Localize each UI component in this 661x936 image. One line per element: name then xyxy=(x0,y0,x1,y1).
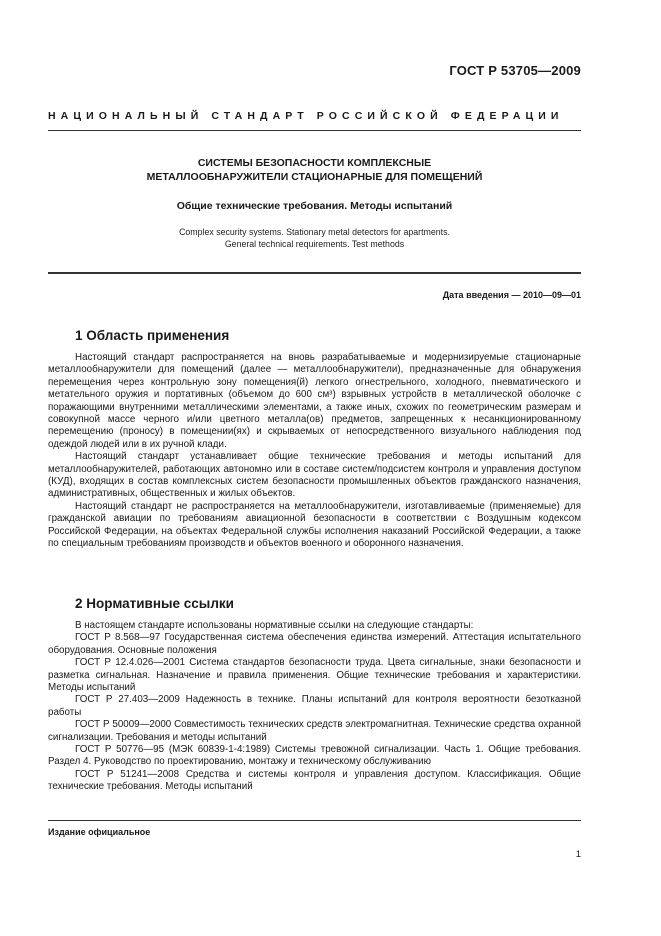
title-divider xyxy=(48,272,581,274)
section-1-paragraph: Настоящий стандарт распространяется на вновь разрабатываемые и модернизируемые стационарные металлообнаружители для помещений (далее — металлообнаружители), предназначенные для обнаружения перемещения через контрольную зону помещения(й) легкого огнестрельного, холодного, пневматического и метательного оружия и портативных (объемом до 600 см³) взрывных устройств в металлической оболочке с поражающими внутренними металлическими элементами, а также иных, схожих по геометрическим размерам и совокупной массе черного и/или цветного металла(ов) предметов, запрещенных к несанкционированному перемещению (проносу) в помещении(ях) и скрываемых от непосредственного визуального наблюдения под одеждой людей или в их ручной клади. xyxy=(48,352,581,450)
reference-paragraph: В настоящем стандарте использованы нормативные ссылки на следующие стандарты: xyxy=(75,620,474,631)
english-title-line-2: General technical requirements. Test methods xyxy=(224,239,405,249)
section-1-paragraph: Настоящий стандарт не распространяется на металлообнаружители, изготавливаемые (применяемые) для гражданской авиации по требованиям авиационной безопасности в соответствии с Воздушным кодексом Российской Федерации, на объектах Федеральной службы исполнения наказаний Российской Федерации, а также по специальным требованиям производств и объектов военного и оборонного назначения. xyxy=(48,500,581,550)
reference-item: ГОСТ Р 51241—2008 Средства и системы контроля и управления доступом. Классификация. Общие технические требования. Методы испытаний xyxy=(48,768,581,793)
page-number: 1 xyxy=(575,849,581,860)
introduction-date: Дата введения — 2010—09—01 xyxy=(442,290,581,300)
title-line-1: СИСТЕМЫ БЕЗОПАСНОСТИ КОМПЛЕКСНЫЕ xyxy=(197,157,432,169)
section-1-paragraph: Настоящий стандарт устанавливает общие технические требования и методы испытаний для металлообнаружителей, работающих автономно или в составе систем/подсистем контроля и управления доступом (КУД), входящих в состав комплексных систем безопасности промышленных объектов гражданского назначения, административных, общественных и жилых объектов. xyxy=(48,451,581,500)
title-line-2: МЕТАЛЛООБНАРУЖИТЕЛИ СТАЦИОНАРНЫЕ ДЛЯ ПОМЕЩЕНИЙ xyxy=(146,171,483,183)
footer-divider xyxy=(48,820,581,821)
national-standard-header: НАЦИОНАЛЬНЫЙ СТАНДАРТ РОССИЙСКОЙ ФЕДЕРАЦИИ xyxy=(48,110,564,122)
section-2-body xyxy=(48,620,581,794)
reference-item: ГОСТ Р 12.4.026—2001 Система стандартов безопасности труда. Цвета сигнальные, знаки безопасности и разметка сигнальная. Назначение и правила применения. Общие технические требования и характеристики. Методы испытаний xyxy=(48,657,581,694)
title-block xyxy=(48,156,581,212)
official-edition-label: Издание официальное xyxy=(48,827,151,837)
header-divider xyxy=(48,130,581,131)
section-2-heading: 2 Нормативные ссылки xyxy=(75,596,234,611)
section-1-body xyxy=(48,352,581,551)
reference-item: ГОСТ Р 27.403—2009 Надежность в технике. Планы испытаний для контроля вероятности безотказной работы xyxy=(48,694,581,718)
english-title-block xyxy=(48,226,581,250)
reference-item: ГОСТ Р 8.568—97 Государственная система обеспечения единства измерений. Аттестация испытательного оборудования. Основные положения xyxy=(48,632,581,656)
english-title-line-1: Complex security systems. Stationary metal detectors for apartments. xyxy=(179,227,450,237)
section-1-heading: 1 Область применения xyxy=(75,328,230,343)
reference-item: ГОСТ Р 50776—95 (МЭК 60839-1-4:1989) Системы тревожной сигнализации. Часть 1. Общие требования. Раздел 4. Руководство по проектированию, монтажу и техническому обслуживанию xyxy=(48,744,581,768)
document-number: ГОСТ Р 53705—2009 xyxy=(449,63,581,78)
reference-item: ГОСТ Р 50009—2000 Совместимость технических средств электромагнитная. Технические средства охранной сигнализации. Требования и методы испытаний xyxy=(48,719,581,743)
subtitle: Общие технические требования. Методы испытаний xyxy=(176,200,453,212)
